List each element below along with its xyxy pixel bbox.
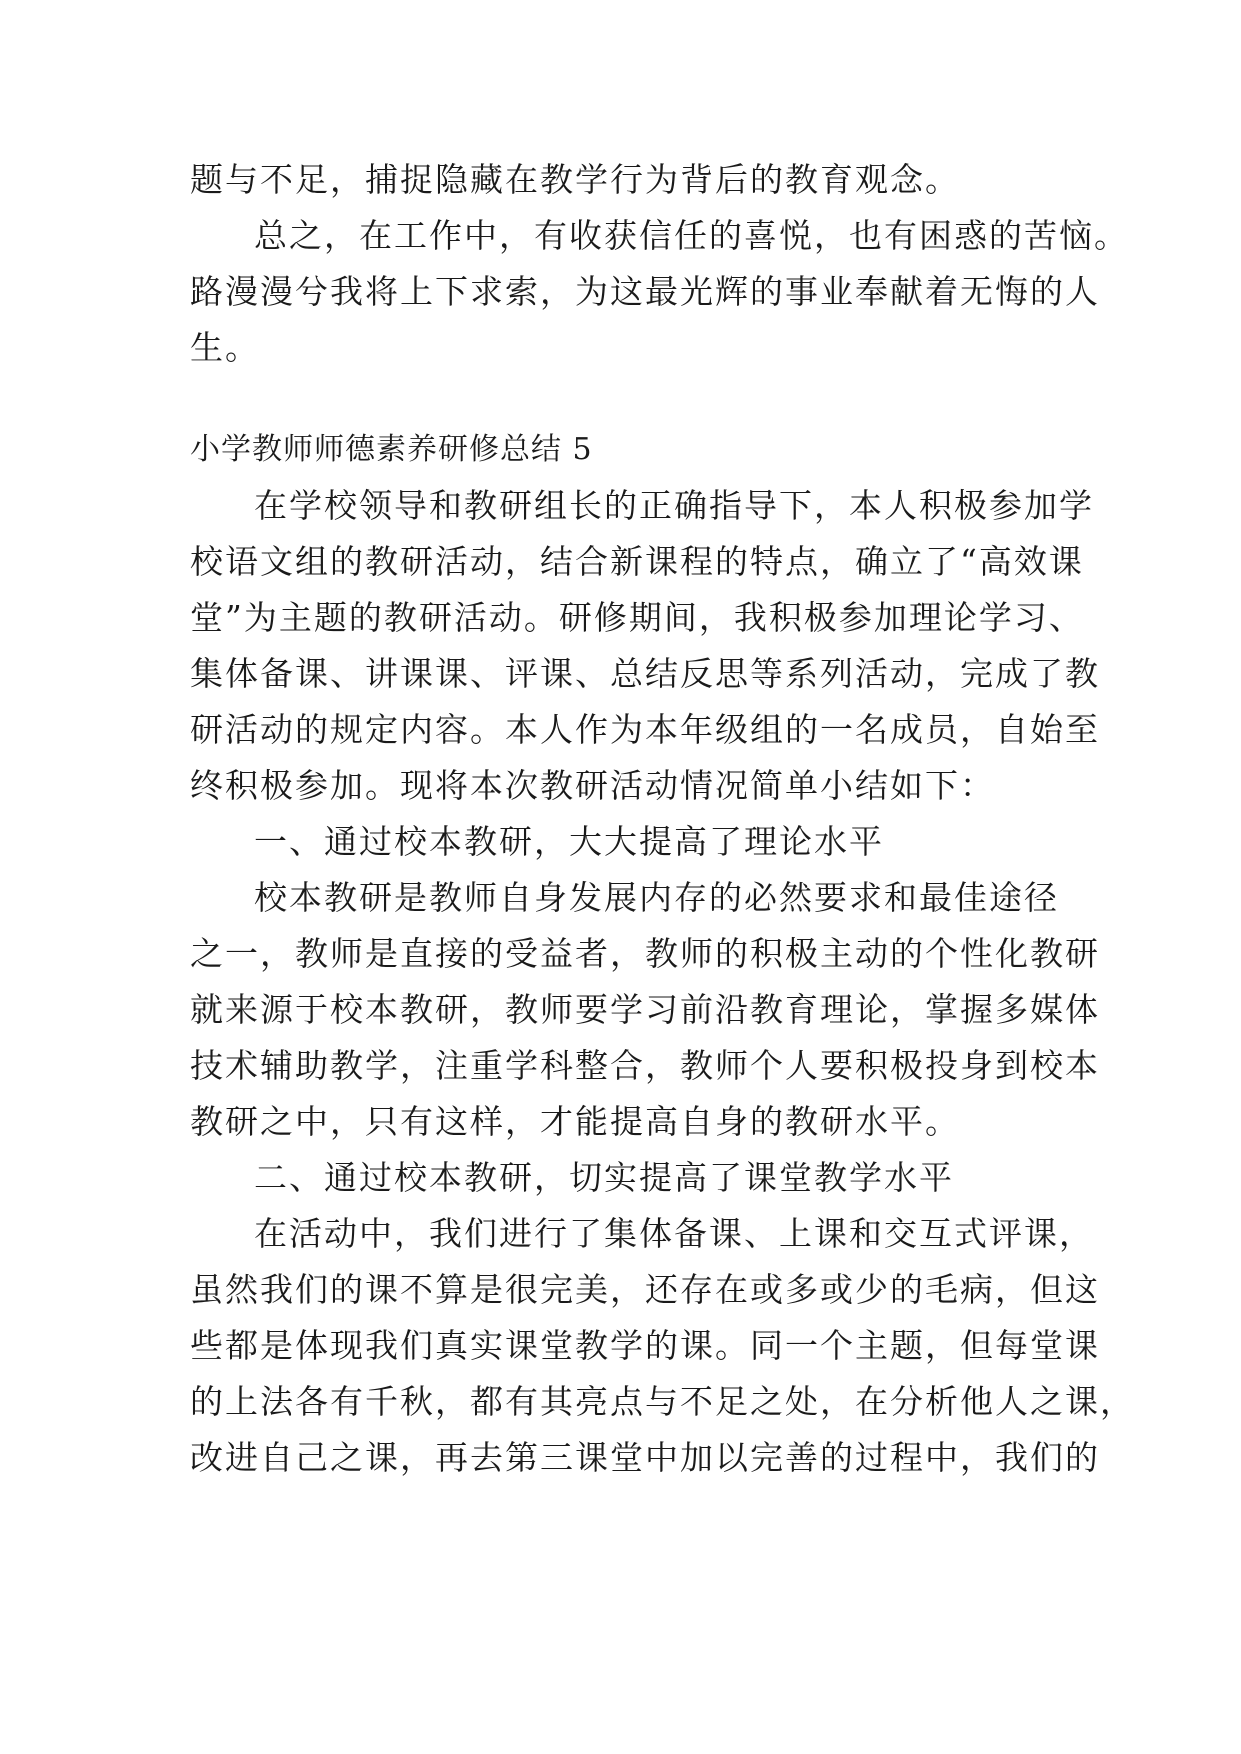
paragraph-line: 路漫漫兮我将上下求索，为这最光辉的事业奉献着无悔的人 [190, 272, 1100, 311]
paragraph-line: 些都是体现我们真实课堂教学的课。同一个主题，但每堂课 [190, 1326, 1100, 1365]
paragraph-line: 校本教研是教师自身发展内存的必然要求和最佳途径 [254, 878, 1059, 917]
paragraph-line: 教研之中，只有这样，才能提高自身的教研水平。 [190, 1102, 960, 1141]
paragraph-line: 改进自己之课，再去第三课堂中加以完善的过程中，我们的 [190, 1438, 1100, 1477]
paragraph-line: 虽然我们的课不算是很完美，还存在或多或少的毛病，但这 [190, 1270, 1100, 1309]
paragraph-line: 校语文组的教研活动，结合新课程的特点，确立了“高效课 [190, 542, 1084, 581]
paragraph-line: 生。 [190, 328, 260, 367]
point-heading: 二、通过校本教研，切实提高了课堂教学水平 [254, 1158, 954, 1197]
paragraph-line: 研活动的规定内容。本人作为本年级组的一名成员，自始至 [190, 710, 1100, 749]
section-title: 小学教师师德素养研修总结 5 [190, 432, 593, 467]
paragraph-line: 在活动中，我们进行了集体备课、上课和交互式评课， [254, 1214, 1094, 1253]
paragraph-line: 技术辅助教学，注重学科整合，教师个人要积极投身到校本 [190, 1046, 1100, 1085]
paragraph-line: 堂”为主题的教研活动。研修期间，我积极参加理论学习、 [190, 598, 1084, 637]
paragraph-line: 就来源于校本教研，教师要学习前沿教育理论，掌握多媒体 [190, 990, 1100, 1029]
paragraph-line: 题与不足，捕捉隐藏在教学行为背后的教育观念。 [190, 160, 960, 199]
paragraph-line: 在学校领导和教研组长的正确指导下，本人积极参加学 [254, 486, 1094, 525]
paragraph-line: 之一，教师是直接的受益者，教师的积极主动的个性化教研 [190, 934, 1100, 973]
paragraph-line: 集体备课、讲课课、评课、总结反思等系列活动，完成了教 [190, 654, 1100, 693]
paragraph-line: 的上法各有千秋，都有其亮点与不足之处，在分析他人之课， [190, 1382, 1135, 1421]
paragraph-line: 总之，在工作中，有收获信任的喜悦，也有困惑的苦恼。 [254, 216, 1129, 255]
point-heading: 一、通过校本教研，大大提高了理论水平 [254, 822, 884, 861]
paragraph-line: 终积极参加。现将本次教研活动情况简单小结如下： [190, 766, 995, 805]
